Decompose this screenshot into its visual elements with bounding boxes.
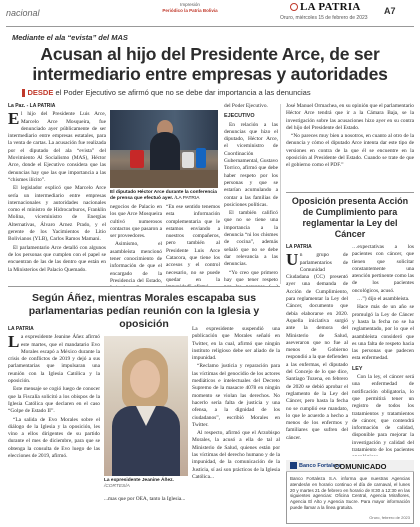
comunicado-body: Banco Fortaleza S.A. informa que nuestras Agencias atenderán en horario continuo el día de carnaval, el lunes 20 y martes 21 de febrero en horario de 8:30 a 12:30 en las siguientes agencias: Oficina Central, Agencia Miraflores, Agencia El Alto y Agencia Sucre. Para mayor información puede llamar a la línea gratuita.: [290, 476, 410, 510]
sponsor-line-1: Impresión: [180, 2, 200, 7]
main-byline: La Paz. - LA PATRIA: [8, 103, 56, 109]
second-col-3: [192, 326, 280, 524]
main-col2-p3: “En ese sentido tenemos esta información complementaria que le estamos enviando a nuestros compañeros, pero también al Presidente Luis Arce Catacora, que tiene los accesos y el control necesario, no se puede quedar en la: [166, 204, 220, 283]
comunicado-title: COMUNICADO: [334, 462, 387, 471]
sidebar-col1-p3: [286, 252, 348, 442]
main-col-1: [8, 103, 106, 286]
sidebar-byline: LA PATRIA: [286, 244, 312, 250]
second-col1-p2: Este mensaje se cogió luego de conocer que la Fiscalía solicitó a los obispos de la Iglesia Católica que declaren en el caso “Golpe de Estado II”.: [8, 386, 100, 415]
column-divider: [280, 104, 281, 284]
main-col2-p1: negocios de Palacio en los que Arce Mosqueira cultivó numerosos contactos que pasaron a ser proveedores.: [110, 204, 162, 240]
second-col3-p2: “Reclamo justicia y reparación para las víctimas del genocidio de los actores mediáticos e intelectuales del Decreto Supremo de la masacre 4078 en ningún momento se violan las derechos. No hacerlo sería falta de justicia y una ofensa, a la dignidad de los ciudadanos”, escribió Morales en Twitter.: [192, 363, 280, 428]
deck-lead: DESDE: [27, 88, 54, 97]
main-col3-subhead: EJECUTIVO: [224, 113, 255, 120]
sponsor-line-2: Periódico la Patria Bolivia: [162, 8, 218, 13]
second-col3-p3: Al respecto, afirmó que el Arzobispo Morales, la acusó a ella de tal al Ministerio de Salud, quienes están por las víctimas del derecho humano y de la impunidad, de la comunicación de la Justicia, sí así son prácticos de la Iglesia Católica...: [192, 430, 280, 480]
pre-headline: Mediante el ala “evista” del MAS: [12, 33, 128, 42]
main-col-2: [110, 204, 162, 286]
comunicado-footer: Oruro, febrero de 2023: [369, 515, 410, 520]
sidebar-col1-p3-text: n grupo de parlamentarios de Comunidad Ciudadana (CC) presentó ayer una demanda de Acción de Cumplimiento, para reglamentar la Ley del Cáncer, documento que debía elaborarse en 2020. Aquella iniciativa surgió ante la demora del Ministerio de Salud, aseveraron que no fue al menos de Gobierno respondió a la que defienden a las enfermas, el diputado del Concejo de lo que dice, Santiago Tozena, en febrero de 2020 se debió aprobar el reglamento de la Ley del Cáncer, pero hasta la fecha no se cumplió ese mandato, lo que le acuerdo a hecho a menos de los enfermos y familiares que sufren del cáncer.: [286, 252, 348, 441]
photo2-caption: [104, 478, 194, 490]
sidebar-col2-p3: Con la ley, el cáncer será una enfermedad de notificación obligatoria, lo que permitirá tener un registro de todos los tratamientos y tratamientos de cáncer, que contendrá información de calidad, disponible para mejorar la investigación y calidad del tratamiento de los pacientes: [352, 374, 414, 454]
second-byline: LA PATRIA: [8, 326, 34, 332]
photo-diputado-conferencia: [110, 110, 218, 188]
main-col4-p1: José Manuel Ormachea, en su opinión que el parlamentario Héctor Arce tendrá que ir a la Cámara Baja, se la investigación sobre las acusaciones hizo ayer en su contra del hijo del Presidente del Estado.: [286, 103, 414, 131]
deck-text: el Poder Ejecutivo se afirmó que no se debe dar importancia a las denuncias: [55, 88, 311, 97]
main-col-2b: [166, 204, 220, 286]
masthead-divider: [6, 26, 414, 27]
second-col2-p1: ...mas que por OEA, tanto la Iglesia...: [104, 496, 186, 502]
main-col3-p2: El también calificó que no se tiene una importancia a la denuncia “ni los chismes de cocina”, además señaló que no se debe dar relevancia a las denuncias.: [224, 210, 278, 268]
sidebar-col1-p1: …expectativas a los pacientes con cáncer, que tienen que solicitar constantemente una atención pertinente como las de los pacientes oncológicos, acusó.: [352, 244, 414, 294]
main-col3-p3: “Yo creo que primero hay que tener respeto: [224, 269, 278, 283]
main-deck: [22, 88, 412, 97]
second-col-2: [104, 496, 188, 524]
main-col3-p1: En relación a las denuncias que hizo el diputado, Héctor Arce, el viceministro de Coordinación Gubernamental, Gustavo Torrico, afirmó que debe haber respeto por los personas y que se estarían acumulando a contar a las familias de posiciones políticas.: [224, 121, 278, 208]
photo2-face: [130, 360, 160, 398]
bank-logo-icon: [290, 462, 297, 469]
second-col1-p1: [8, 334, 100, 385]
story-divider: [8, 286, 280, 287]
sidebar-col2-p2: Hace más de un año se promulgó la Ley de Cáncer y hasta la fecha no se ha reglamentado, por lo que el asambleísta consideró que es una falta de respeto hacia las personas que padecen esta enfermedad.: [352, 304, 414, 362]
second-col3-p1: La expresidente suspendió una publicación que Morales señaló en Twitter, en la cual, afirmó que ningún instituto religioso debe ser aliado de la impunidad.: [192, 326, 280, 362]
main-col1-p1: [8, 111, 106, 184]
logo-text: LA PATRIA: [300, 1, 361, 13]
second-headline: Según Áñez, mientras Morales escapaba sus parlamentarias pedían reunión con la Iglesia y oposición: [28, 292, 260, 330]
sponsor-line: [150, 2, 230, 14]
sidebar-col-1: [286, 244, 348, 456]
main-col1-p3: El parlamentario Arce detalló con algunos de los personas que cumplen con el papel se encuentran de las de las dentro que están en la Ministerios del Palacio Quemado.: [8, 244, 106, 273]
photo2-caption-text: La expresidente Jeanine Áñez.: [104, 478, 174, 483]
dropcap: U: [286, 250, 299, 270]
dropcap: E: [8, 109, 20, 129]
main-col1-p2: El legislador explicó que Marcelo Arce sería un intermediario entre empresas internacionales y autoridades nacionales como el ministro de Hidrocarburos, Franklin Molina, viceministro de Energías Alternativas, Álvaro Arnez Prado, y el gerente de los Yacimientos de Litio Bolivianos (YLB), Carlos Ramos Mamani.: [8, 185, 106, 243]
logo-icon: [290, 3, 298, 11]
dropcap: L: [8, 332, 20, 352]
sidebar-divider: [286, 192, 414, 193]
second-col1-p1-text: a expresidente Jeanine Áñez afirmó este martes, que el mandatario Evo Morales escapó a México durante la crisis de conflictos de 2019 y dejó a sus parlamentarias que impulsaran una reunión con la Iglesia Católica y la oposición.: [8, 334, 100, 385]
photo-microphone: [182, 152, 194, 168]
sidebar-col-2: [352, 244, 414, 456]
photo2-caption-credit: /CORTESÍA: [104, 484, 130, 490]
photo-jeanine-anez: [104, 336, 188, 476]
main-col3-p0: del Poder Ejecutivo.: [224, 103, 268, 109]
photo-microphone: [130, 150, 144, 168]
sidebar-headline: Oposición presenta Acción de Cumplimiento para reglamentar la Ley del Cáncer: [291, 196, 409, 239]
main-col-4: [286, 103, 414, 189]
second-col-1: [8, 326, 100, 524]
photo-caption: [110, 190, 220, 202]
photo-caption-credit: /LA PATRIA: [174, 196, 200, 202]
sidebar-col2-p1: …”) dijo el asambleísta.: [357, 296, 410, 303]
photo-microphone: [196, 148, 206, 168]
sidebar-col2-subhead: LEY: [352, 365, 363, 372]
page-number: A7: [384, 6, 396, 16]
deck-marker: [22, 89, 25, 97]
main-col1-p1-text: l hijo del Presidente Luis Arce, Marcelo Arce Mosqueira, fue denunciado ayer públicamente de ser intermediario entre empresas estatales, para la venta de cartas. La acusación fue realizada por el diputado del ala “evista” del Movimiento Al Socialismo (MAS), Héctor Arce, donde el Ejecutivo considera que las denuncias hay que las que importancia a las “chismes ilícito”.: [8, 111, 106, 183]
photo-desk: [110, 170, 218, 188]
section-label: nacional: [6, 8, 40, 18]
main-col-3: [224, 103, 278, 286]
main-col4-p2: “No pareces muy bien a nosotros, en cuanto al otro de la denuncia y cómo el diputado Arce intenta dar este tipo de versiones en contra de la que él se encuentre en la oposición al Presidente del Estado. Cuando se trate de que el gobierno como el PDF.”: [286, 133, 414, 169]
bank-name: Banco Fortaleza: [299, 462, 342, 469]
main-col2-p2: Asimismo, el asambleísta mencionó tener conocimiento de información de que el encargado de la Presidencia del Estado,: [110, 241, 162, 284]
main-headline: Acusan al hijo del Presidente Arce, de ser intermediario entre empresas y autoridades: [32, 44, 388, 84]
dateline: Oruro, miércoles 15 de febrero de 2023: [280, 15, 368, 21]
second-col1-p3: “La salida de Evo Morales sobre el diálogo de la Iglesia y la oposición, les vino a ellos dirigentes de su partido durante el mes de diciembre, para que se obtenga la consulta de Evo luego de las elecciones de 2019, afirmó.: [8, 416, 100, 460]
newspaper-logo: [290, 1, 361, 13]
photo-caption-text: El diputado Héctor Arce durante la conferencia de prensa que efectuó ayer.: [110, 190, 217, 202]
